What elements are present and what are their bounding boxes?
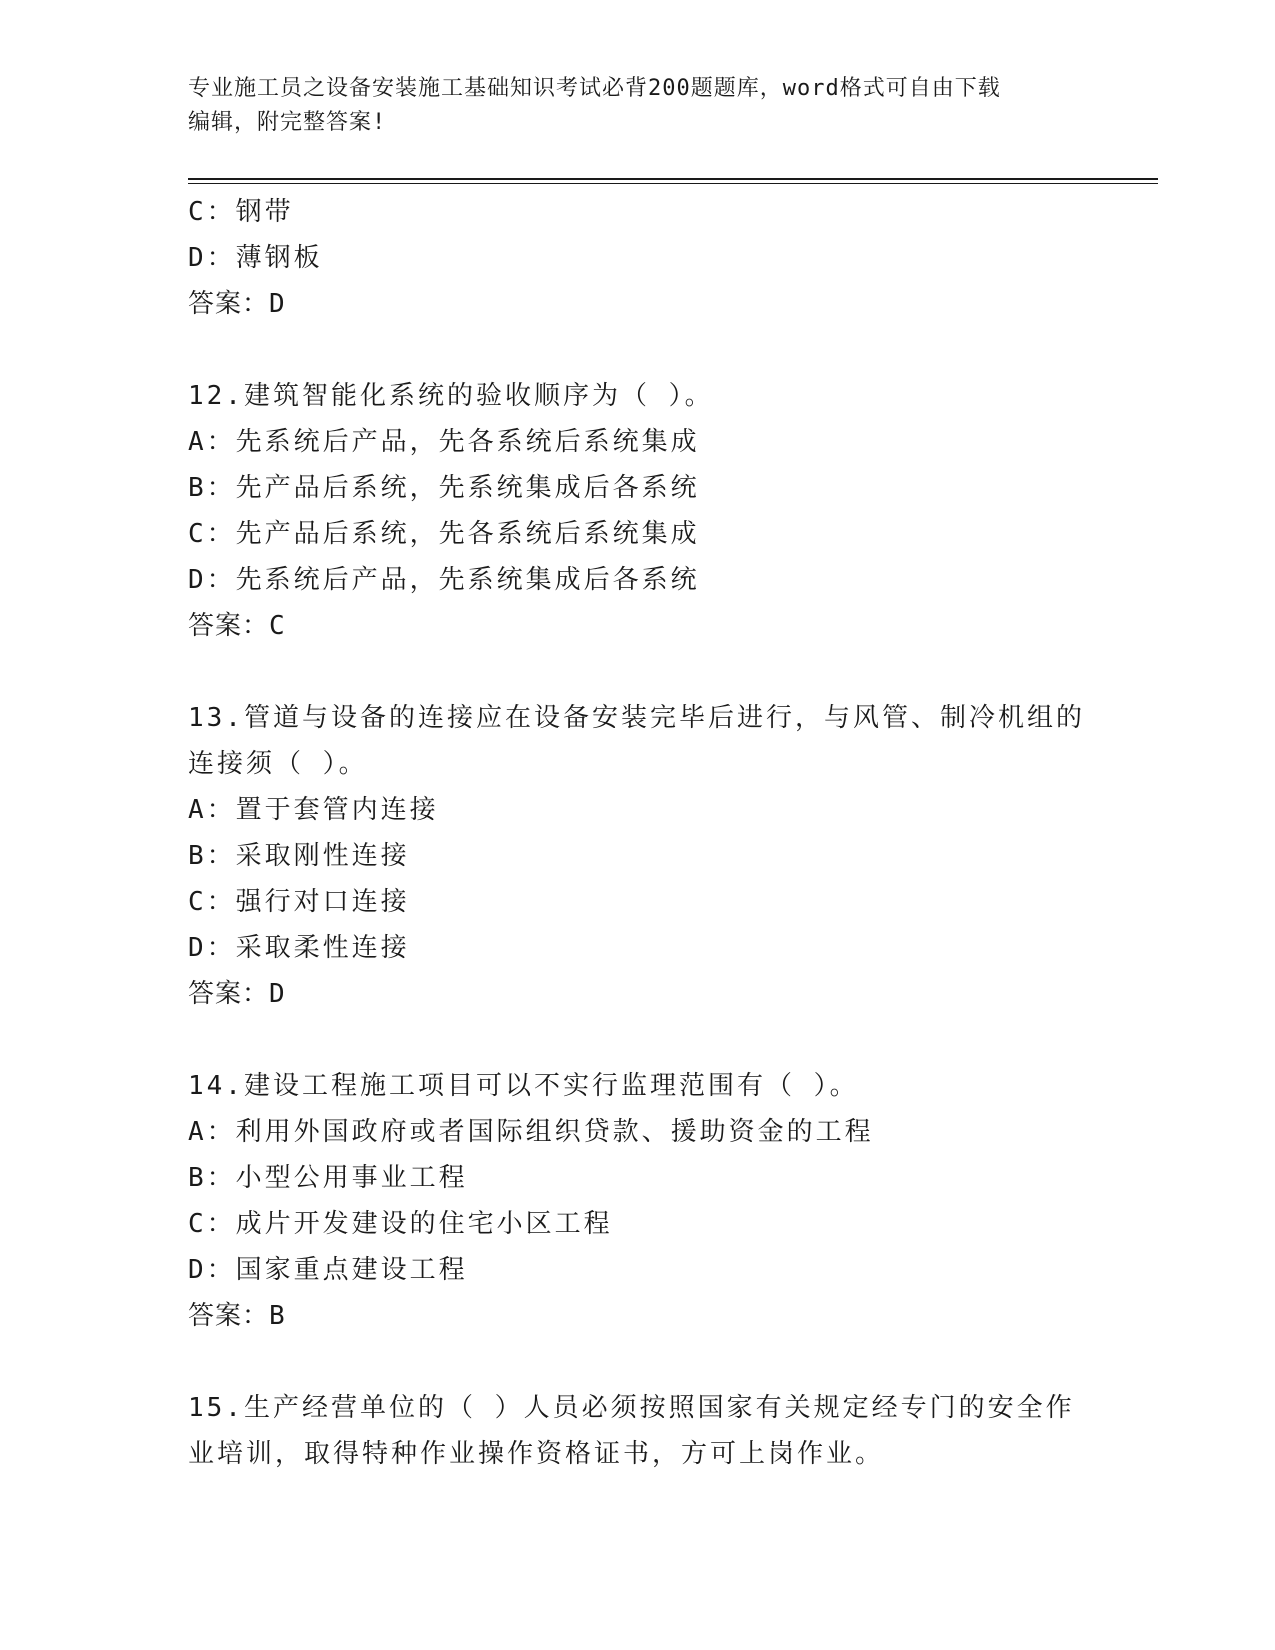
option-c: C：成片开发建设的住宅小区工程 — [188, 1209, 613, 1239]
option-b: B：小型公用事业工程 — [188, 1163, 468, 1193]
spacer — [188, 1339, 1088, 1385]
option-c: C：强行对口连接 — [188, 887, 410, 917]
header-divider-thick — [188, 178, 1158, 180]
option-a: A：先系统后产品，先各系统后系统集成 — [188, 427, 700, 457]
header-divider-thin — [188, 183, 1158, 184]
option-d: D：薄钢板 — [188, 243, 323, 273]
question-stem: 14.建设工程施工项目可以不实行监理范围有（ ）。 — [188, 1071, 859, 1101]
spacer — [188, 327, 1088, 373]
document-header — [188, 72, 1088, 140]
answer: 答案：D — [188, 979, 286, 1009]
spacer — [188, 649, 1088, 695]
option-d: D：先系统后产品，先系统集成后各系统 — [188, 565, 700, 595]
question-stem: 13.管道与设备的连接应在设备安装完毕后进行，与风管、制冷机组的 — [188, 703, 1085, 733]
question-13 — [188, 695, 1088, 1017]
option-d: D：采取柔性连接 — [188, 933, 410, 963]
option-c: C：先产品后系统，先各系统后系统集成 — [188, 519, 700, 549]
question-stem-continued: 连接须（ ）。 — [188, 749, 368, 779]
answer: 答案：D — [188, 289, 286, 319]
question-list — [188, 189, 1088, 1477]
question-stem: 12.建筑智能化系统的验收顺序为（ ）。 — [188, 381, 714, 411]
option-b: B：先产品后系统，先系统集成后各系统 — [188, 473, 700, 503]
option-b: B：采取刚性连接 — [188, 841, 410, 871]
header-title-line-1: 专业施工员之设备安装施工基础知识考试必背200题题库，word格式可自由下载 — [188, 76, 1001, 101]
option-a: A：置于套管内连接 — [188, 795, 439, 825]
spacer — [188, 1017, 1088, 1063]
question-stem-continued: 业培训，取得特种作业操作资格证书，方可上岗作业。 — [188, 1439, 885, 1469]
option-d: D：国家重点建设工程 — [188, 1255, 468, 1285]
question-stem: 15.生产经营单位的（ ）人员必须按照国家有关规定经专门的安全作 — [188, 1393, 1075, 1423]
continued-question — [188, 189, 1088, 327]
question-14 — [188, 1063, 1088, 1339]
answer: 答案：B — [188, 1301, 286, 1331]
question-15 — [188, 1385, 1088, 1477]
option-a: A：利用外国政府或者国际组织贷款、援助资金的工程 — [188, 1117, 874, 1147]
header-title-line-2: 编辑，附完整答案! — [188, 110, 387, 135]
option-c: C：钢带 — [188, 197, 294, 227]
question-12 — [188, 373, 1088, 649]
answer: 答案：C — [188, 611, 286, 641]
